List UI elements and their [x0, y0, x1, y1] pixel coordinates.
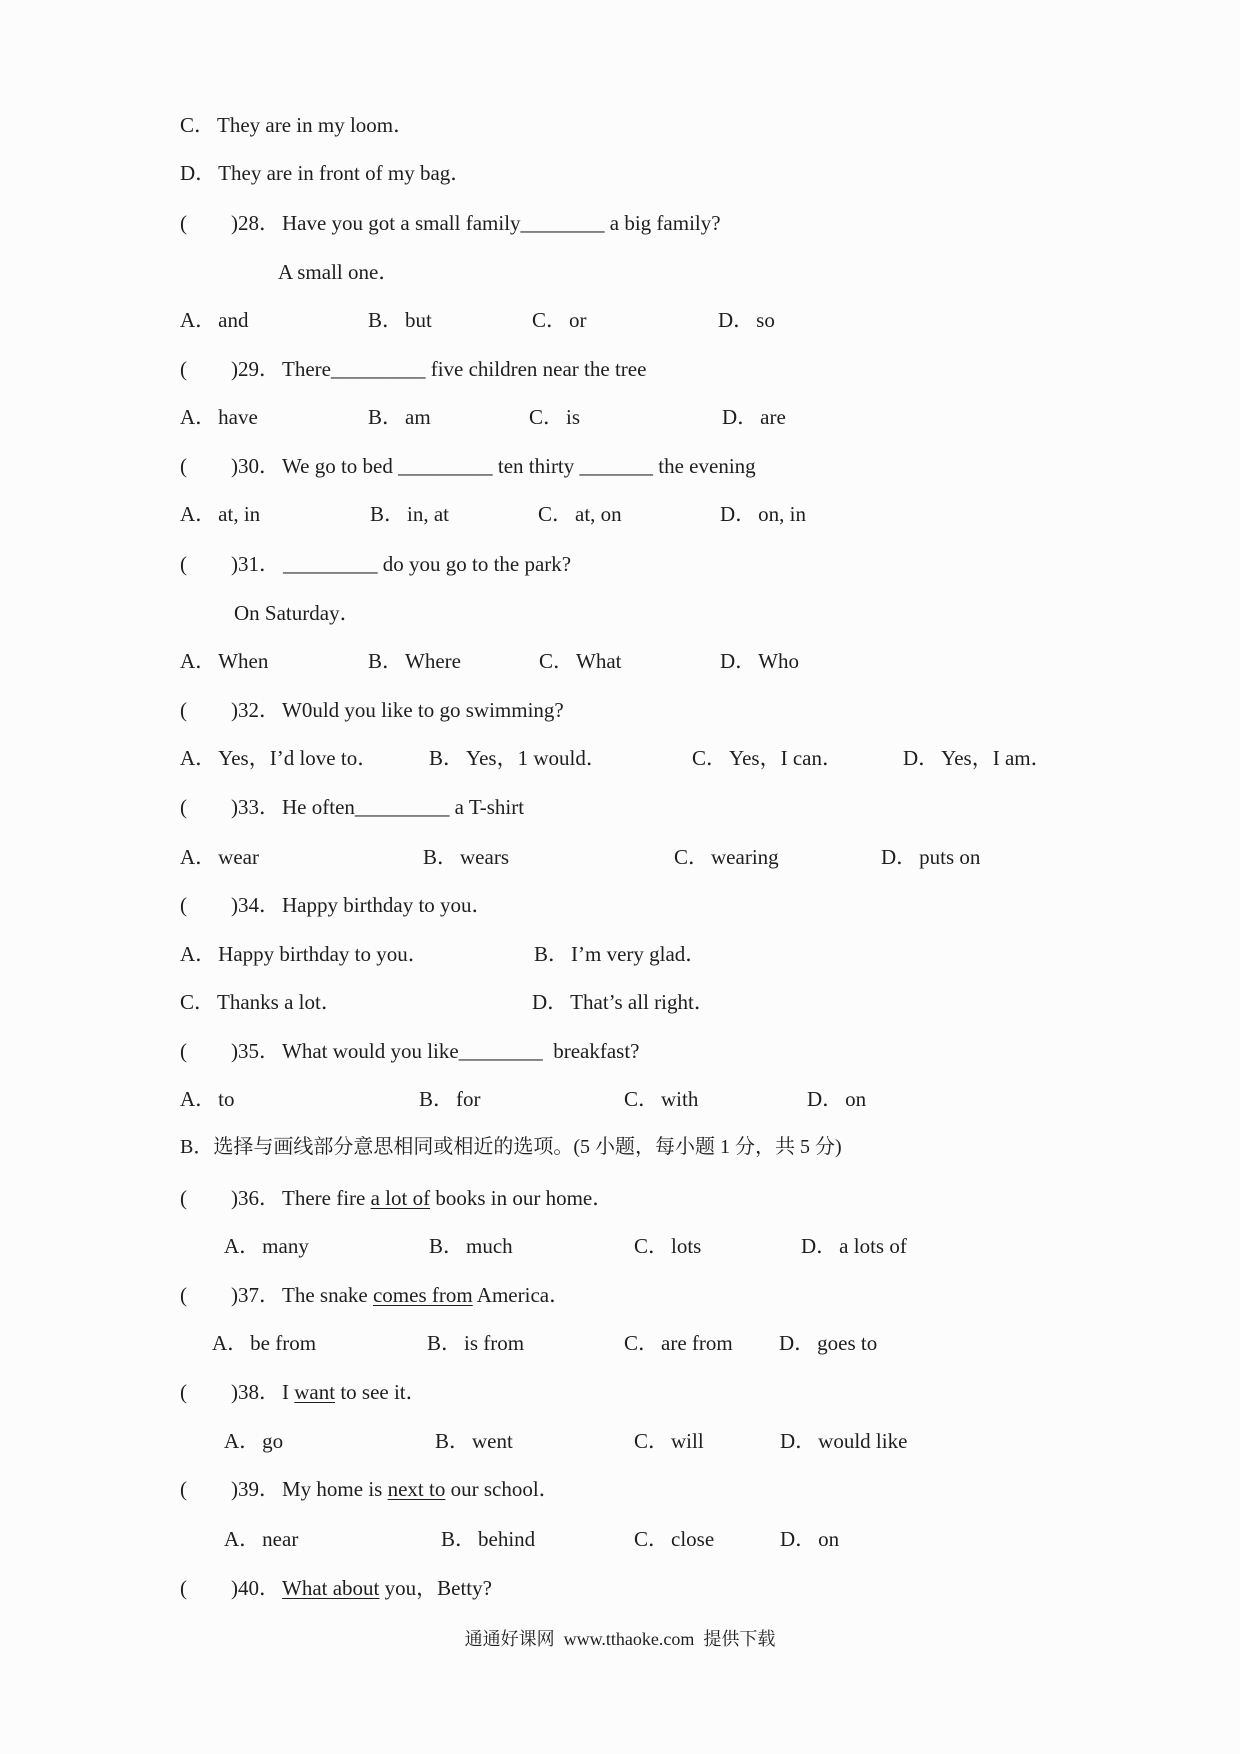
option-c — [180, 989, 342, 1015]
option-text: have — [218, 405, 258, 429]
option-label: C． — [624, 1087, 660, 1111]
answer-paren: ( — [180, 795, 187, 819]
option-label: D． — [532, 990, 569, 1014]
option-label: B． — [429, 1234, 465, 1258]
option-label: C． — [634, 1234, 670, 1258]
option-a — [180, 844, 259, 870]
option-text: go — [262, 1429, 284, 1453]
option-c — [624, 1330, 733, 1356]
option-a — [180, 501, 260, 527]
text-after: our school． — [445, 1477, 560, 1501]
option-label: C． — [532, 308, 568, 332]
option-text: on, in — [758, 502, 807, 526]
option-b — [368, 404, 431, 430]
question-text: We go to bed _________ ten thirty _______ the evening — [282, 454, 756, 478]
options-30 — [0, 501, 1240, 527]
option-a — [180, 404, 258, 430]
question-number: )33． — [231, 795, 280, 819]
options-34-cd — [0, 989, 1240, 1015]
option-text: be from — [250, 1331, 317, 1355]
question-text: _________ do you go to the park? — [283, 552, 572, 576]
option-b — [435, 1428, 513, 1454]
option-text: to — [218, 1087, 235, 1111]
option-d — [720, 501, 806, 527]
option-text: wearing — [711, 845, 779, 869]
option-label: B． — [534, 942, 570, 966]
option-text: much — [466, 1234, 513, 1258]
options-31 — [0, 648, 1240, 674]
option-label: B． — [368, 649, 404, 673]
option-label: B． — [441, 1527, 477, 1551]
option-text: lots — [671, 1234, 702, 1258]
option-label: B． — [368, 308, 404, 332]
option-label: A． — [180, 845, 217, 869]
option-d — [881, 844, 980, 870]
option-text: with — [661, 1087, 699, 1111]
option-text: Thanks a lot． — [217, 990, 342, 1014]
option-text: am — [405, 405, 431, 429]
option-label: A． — [180, 405, 217, 429]
question-36 — [0, 1185, 1240, 1211]
option-label: D． — [780, 1527, 817, 1551]
option-text: Where — [405, 649, 461, 673]
option-c — [634, 1428, 704, 1454]
option-label: D． — [881, 845, 918, 869]
dialogue-answer: A small one． — [278, 260, 400, 284]
option-label: A． — [224, 1234, 261, 1258]
options-32 — [0, 745, 1240, 771]
page-footer: 通通好课网 www.tthaoke.com 提供下载 — [464, 1629, 776, 1649]
option-text: puts on — [919, 845, 981, 869]
option-b — [429, 1233, 513, 1259]
option-c — [692, 745, 843, 771]
option-c — [634, 1526, 714, 1552]
question-40 — [0, 1575, 1240, 1601]
option-text: behind — [478, 1527, 536, 1551]
question-38 — [0, 1379, 1240, 1405]
option-label: C． — [692, 746, 728, 770]
question-35 — [0, 1038, 1240, 1064]
option-a — [212, 1330, 316, 1356]
option-text: I’m very glad． — [571, 942, 707, 966]
option-label: B． — [419, 1087, 455, 1111]
options-37 — [0, 1330, 1240, 1356]
option-label: A． — [224, 1429, 261, 1453]
option-label: A． — [180, 746, 217, 770]
option-label: D． — [780, 1429, 817, 1453]
option-b — [441, 1526, 535, 1552]
option-text: are — [760, 405, 786, 429]
underlined-phrase: next to — [387, 1477, 446, 1501]
option-c — [674, 844, 779, 870]
option-text: and — [218, 308, 249, 332]
question-number: )37． — [231, 1283, 280, 1307]
option-c — [539, 648, 622, 674]
question-37 — [0, 1282, 1240, 1308]
option-text: would like — [818, 1429, 908, 1453]
answer-paren: ( — [180, 1576, 187, 1600]
option-b — [419, 1086, 481, 1112]
question-number: )39． — [231, 1477, 280, 1501]
option-label: D． — [720, 502, 757, 526]
option-a — [180, 1086, 235, 1112]
option-a — [224, 1233, 309, 1259]
option-c — [180, 112, 414, 138]
question-text: Have you got a small family________ a big family? — [282, 211, 721, 235]
answer-paren: ( — [180, 1186, 187, 1210]
underlined-phrase: want — [294, 1380, 336, 1404]
answer-paren: ( — [180, 893, 187, 917]
option-text: goes to — [817, 1331, 878, 1355]
option-b — [423, 844, 509, 870]
option-b — [429, 745, 607, 771]
text-after: books in our home． — [430, 1186, 614, 1210]
option-text: Yes，I can． — [729, 746, 843, 770]
question-text — [282, 1282, 570, 1308]
option-b — [370, 501, 449, 527]
text-before: The snake — [282, 1283, 373, 1307]
option-text: on — [818, 1527, 840, 1551]
answer-paren: ( — [180, 552, 187, 576]
question-31 — [0, 551, 1240, 577]
option-d — [807, 1086, 866, 1112]
option-text: at, in — [218, 502, 261, 526]
option-text: a lots of — [839, 1234, 907, 1258]
option-label: C． — [624, 1331, 660, 1355]
text-before: My home is — [282, 1477, 388, 1501]
question-number: )32． — [231, 698, 280, 722]
answer-paren: ( — [180, 357, 187, 381]
answer-paren: ( — [180, 454, 187, 478]
option-row-q27-d — [0, 160, 1240, 186]
options-39 — [0, 1526, 1240, 1552]
question-text: There_________ five children near the tree — [282, 357, 647, 381]
question-33 — [0, 794, 1240, 820]
option-text: or — [569, 308, 587, 332]
option-d — [722, 404, 786, 430]
option-text: Happy birthday to you． — [218, 942, 429, 966]
option-d — [801, 1233, 907, 1259]
answer-paren: ( — [180, 698, 187, 722]
option-text: wear — [218, 845, 259, 869]
option-b — [368, 648, 461, 674]
options-29 — [0, 404, 1240, 430]
option-d — [180, 160, 471, 186]
option-text: but — [405, 308, 432, 332]
option-label: C． — [529, 405, 565, 429]
option-label: D． — [720, 649, 757, 673]
question-number: )28． — [231, 211, 280, 235]
option-a — [180, 745, 378, 771]
options-34-ab — [0, 941, 1240, 967]
option-text: is from — [464, 1331, 525, 1355]
underlined-phrase: What about — [282, 1576, 380, 1600]
option-label: C． — [180, 990, 216, 1014]
option-label: A． — [180, 308, 217, 332]
option-text: That’s all right． — [570, 990, 715, 1014]
option-text: close — [671, 1527, 715, 1551]
options-33 — [0, 844, 1240, 870]
option-c — [634, 1233, 701, 1259]
question-34 — [0, 892, 1240, 918]
question-text: What would you like________ breakfast? — [282, 1039, 640, 1063]
question-text — [282, 1379, 427, 1405]
option-text: for — [456, 1087, 481, 1111]
option-b — [427, 1330, 524, 1356]
option-d — [780, 1428, 907, 1454]
text-before: I — [282, 1380, 295, 1404]
option-d — [779, 1330, 877, 1356]
section-b-heading-row — [0, 1134, 1240, 1160]
dialogue-answer: On Saturday． — [234, 601, 361, 625]
option-text: on — [845, 1087, 867, 1111]
option-a — [180, 648, 268, 674]
question-28-dialogue-answer — [0, 259, 1240, 285]
option-label: B． — [427, 1331, 463, 1355]
option-label: A． — [180, 502, 217, 526]
options-38 — [0, 1428, 1240, 1454]
question-number: )34． — [231, 893, 280, 917]
options-28 — [0, 307, 1240, 333]
answer-paren: ( — [180, 211, 187, 235]
text-after: you，Betty? — [379, 1576, 492, 1600]
option-label: B． — [435, 1429, 471, 1453]
question-39 — [0, 1476, 1240, 1502]
option-text: They are in my loom． — [217, 113, 415, 137]
question-number: )40． — [231, 1576, 280, 1600]
option-b — [368, 307, 432, 333]
option-text: Yes，1 would． — [466, 746, 607, 770]
option-d — [718, 307, 775, 333]
option-text: Who — [758, 649, 799, 673]
option-label: A． — [212, 1331, 249, 1355]
option-text: Yes，I am． — [941, 746, 1052, 770]
question-31-dialogue-answer — [0, 600, 1240, 626]
answer-paren: ( — [180, 1283, 187, 1307]
option-a — [224, 1526, 298, 1552]
question-text — [282, 1476, 560, 1502]
options-36 — [0, 1233, 1240, 1259]
question-text: Happy birthday to you． — [282, 893, 493, 917]
answer-paren: ( — [180, 1039, 187, 1063]
options-35 — [0, 1086, 1240, 1112]
option-text: When — [218, 649, 269, 673]
option-label: A． — [180, 942, 217, 966]
option-b — [534, 941, 706, 967]
option-label: D． — [180, 161, 217, 185]
underlined-phrase: comes from — [372, 1283, 473, 1307]
option-text: is — [566, 405, 581, 429]
option-label: A． — [224, 1527, 261, 1551]
text-before: There fire — [282, 1186, 371, 1210]
option-text: many — [262, 1234, 309, 1258]
option-c — [624, 1086, 698, 1112]
option-label: D． — [722, 405, 759, 429]
question-30 — [0, 453, 1240, 479]
option-text: wears — [460, 845, 509, 869]
option-text: They are in front of my bag． — [218, 161, 472, 185]
option-label: D． — [718, 308, 755, 332]
option-a — [224, 1428, 283, 1454]
option-text: near — [262, 1527, 299, 1551]
option-label: C． — [634, 1527, 670, 1551]
option-c — [538, 501, 622, 527]
option-label: C． — [539, 649, 575, 673]
option-d — [780, 1526, 839, 1552]
option-label: A． — [180, 649, 217, 673]
question-number: )31． — [231, 552, 280, 576]
option-d — [720, 648, 799, 674]
text-after: to see it． — [335, 1380, 427, 1404]
option-label: B． — [370, 502, 406, 526]
text-after: America． — [472, 1283, 571, 1307]
question-text: W0uld you like to go swimming? — [282, 698, 564, 722]
question-number: )30． — [231, 454, 280, 478]
option-text: are from — [661, 1331, 733, 1355]
option-text: went — [472, 1429, 513, 1453]
question-number: )35． — [231, 1039, 280, 1063]
option-label: D． — [779, 1331, 816, 1355]
option-text: What — [576, 649, 622, 673]
option-c — [532, 307, 587, 333]
option-label: D． — [801, 1234, 838, 1258]
option-label: A． — [180, 1087, 217, 1111]
option-label: B． — [429, 746, 465, 770]
question-number: )38． — [231, 1380, 280, 1404]
answer-paren: ( — [180, 1477, 187, 1501]
answer-paren: ( — [180, 1380, 187, 1404]
option-c — [529, 404, 580, 430]
option-text: at, on — [575, 502, 622, 526]
underlined-phrase: a lot of — [370, 1186, 431, 1210]
section-heading: B．选择与画线部分意思相同或相近的选项。(5 小题，每小题 1 分，共 5 分) — [180, 1136, 842, 1158]
option-text: Yes，I’d love to． — [218, 746, 379, 770]
option-label: C． — [538, 502, 574, 526]
option-label: B． — [423, 845, 459, 869]
question-text — [282, 1575, 492, 1601]
option-d — [532, 989, 715, 1015]
option-text: in, at — [407, 502, 450, 526]
question-text: He often_________ a T-shirt — [282, 795, 525, 819]
question-number: )29． — [231, 357, 280, 381]
question-text — [282, 1185, 613, 1211]
question-number: )36． — [231, 1186, 280, 1210]
option-d — [903, 745, 1052, 771]
option-text: so — [756, 308, 775, 332]
option-a — [180, 307, 249, 333]
question-29 — [0, 356, 1240, 382]
option-a — [180, 941, 429, 967]
option-label: D． — [807, 1087, 844, 1111]
option-label: C． — [634, 1429, 670, 1453]
option-row-q27-c — [0, 112, 1240, 138]
option-text: will — [671, 1429, 704, 1453]
option-label: B． — [368, 405, 404, 429]
option-label: C． — [674, 845, 710, 869]
question-28 — [0, 210, 1240, 236]
option-label: C． — [180, 113, 216, 137]
question-32 — [0, 697, 1240, 723]
option-label: D． — [903, 746, 940, 770]
